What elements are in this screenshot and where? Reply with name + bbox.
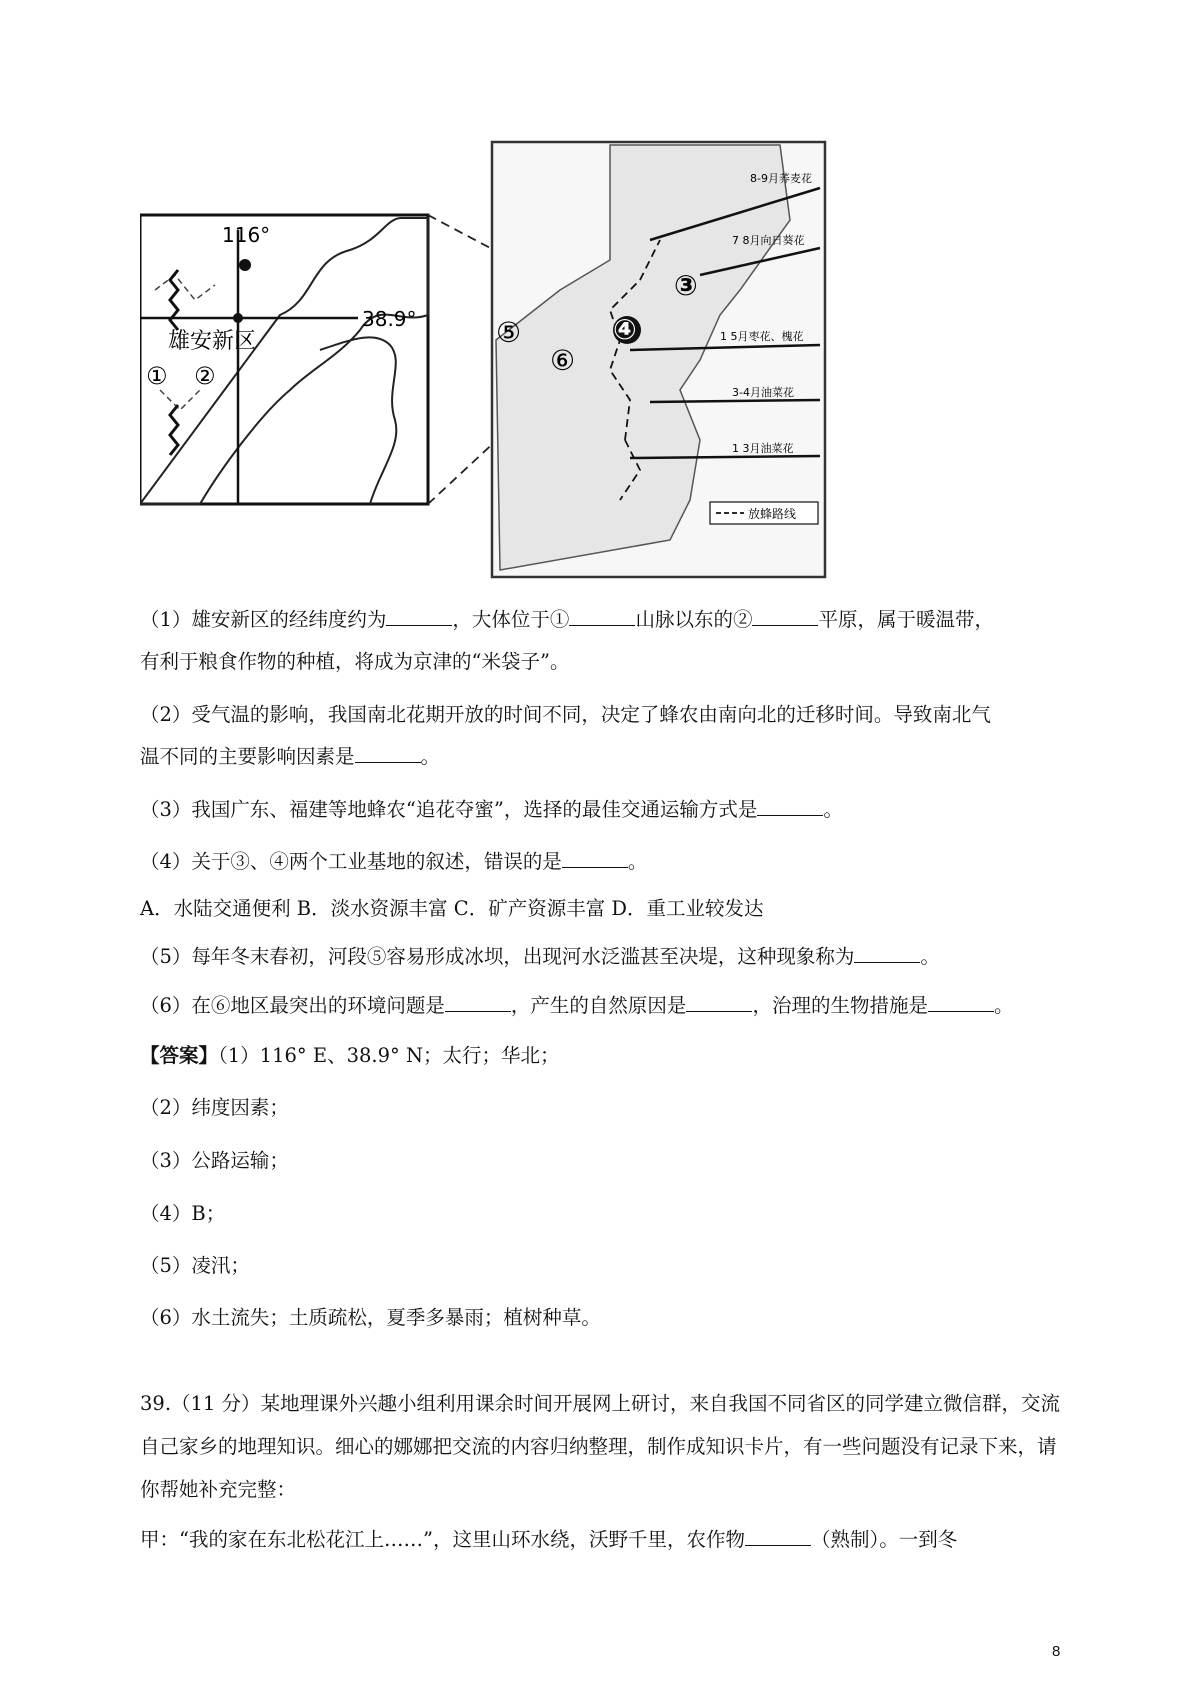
callout-3: 1 5月枣花、槐花 [720, 330, 804, 343]
answer-4-text: （4）B； [140, 1202, 226, 1225]
q39-jia-text-a: 甲：“我的家在东北松花江上……”，这里山环水绕，沃野千里，农作物 [140, 1528, 745, 1551]
question-6 [140, 990, 1013, 1018]
answer-2-text: （2）纬度因素； [140, 1096, 289, 1119]
q6-text-a: （6）在⑥地区最突出的环境问题是 [140, 994, 445, 1017]
answer-6-text: （6）水土流失；土质疏松，夏季多暴雨；植树种草。 [140, 1306, 601, 1329]
q1-text-b: ，大体位于① [452, 608, 570, 631]
answer-5 [140, 1250, 250, 1278]
callout-2: 7 8月向日葵花 [732, 234, 805, 247]
answer-1 [140, 1040, 560, 1068]
q4-text-a: （4）关于③、④两个工业基地的叙述，错误的是 [140, 850, 562, 873]
answer-3 [140, 1145, 289, 1173]
lon-label: 116° [222, 223, 271, 247]
blank-q4[interactable] [562, 849, 628, 868]
map-figure-svg [140, 140, 900, 580]
marker-1: ① [146, 362, 168, 390]
answer-label: 【答案】 [140, 1044, 219, 1067]
q1-text-e: 有利于粮食作物的种植，将成为京津的“米袋子”。 [140, 650, 570, 673]
marker-6: ⑥ [550, 344, 576, 377]
left-map-frame [140, 215, 428, 504]
q4-options-text: A．水陆交通便利 B．淡水资源丰富 C．矿产资源丰富 D．重工业较发达 [140, 897, 764, 920]
answer-5-text: （5）凌汛； [140, 1254, 250, 1277]
blank-q1-1[interactable] [386, 607, 452, 626]
q1-text-d: 平原，属于暖温带， [818, 608, 994, 631]
answer-6 [140, 1302, 601, 1330]
q3-text-a: （3）我国广东、福建等地蜂农“追花夺蜜”，选择的最佳交通运输方式是 [140, 798, 758, 821]
q39-jia-text-b: （熟制）。一到冬 [810, 1528, 958, 1551]
blank-q2[interactable] [355, 744, 421, 763]
answer-4 [140, 1198, 225, 1226]
marker-2: ② [194, 362, 216, 390]
question-39-intro: 39.（11 分）某地理课外兴趣小组利用课余时间开展网上研讨，来自我国不同省区的同学建立微信群，交流自己家乡的地理知识。细心的娜娜把交流的内容归纳整理，制作成知识卡片，有一些问题没有记录下来，请你帮她补充完整： [140, 1392, 1061, 1501]
question-1-line-1 [140, 604, 994, 632]
blank-q6-1[interactable] [445, 993, 511, 1012]
q6-text-b: ，产生的自然原因是 [510, 994, 687, 1017]
blank-q6-2[interactable] [686, 993, 752, 1012]
blank-q6-3[interactable] [928, 993, 994, 1012]
map-figure [140, 140, 900, 580]
marker-4: ④ [613, 313, 637, 346]
question-4 [140, 846, 647, 874]
answer-1-text: （1）116° E、38.9° N；太行；华北； [218, 1044, 560, 1067]
answer-2 [140, 1092, 289, 1120]
q2-text-b: 温不同的主要影响因素是 [140, 745, 355, 768]
question-2-line-1 [140, 699, 991, 727]
blank-q5[interactable] [854, 944, 920, 963]
q2-text-a: （2）受气温的影响，我国南北花期开放的时间不同，决定了蜂农由南向北的迁移时间。导致南北气 [140, 703, 991, 726]
q5-text-b: 。 [920, 945, 940, 968]
q6-text-c: ，治理的生物措施是 [752, 994, 928, 1017]
q4-text-b: 。 [627, 850, 648, 873]
question-3 [140, 794, 843, 822]
xiongan-label: 雄安新区 [168, 329, 257, 354]
question-4-options [140, 893, 764, 921]
question-39-jia [140, 1524, 957, 1552]
q3-text-b: 。 [823, 798, 843, 821]
q5-text-a: （5）每年冬末春初，河段⑤容易形成冰坝，出现河水泛滥甚至决堤，这种现象称为 [140, 945, 855, 968]
callout-5: 1 3月油菜花 [732, 442, 794, 455]
question-1-line-2 [140, 646, 569, 674]
q2-text-c: 。 [420, 745, 441, 768]
question-2-line-2 [140, 741, 440, 769]
page-number: 8 [1052, 1643, 1061, 1660]
q1-text-c: 山脉以东的② [635, 608, 753, 631]
beijing-point [239, 259, 251, 271]
q1-text-a: （1）雄安新区的经纬度约为 [140, 608, 387, 631]
marker-5: ⑤ [496, 316, 522, 349]
question-5 [140, 941, 940, 969]
q6-text-d: 。 [993, 994, 1014, 1017]
xiongan-point [233, 313, 243, 323]
callout-1: 8-9月荞麦花 [750, 172, 812, 185]
legend-label: 放蜂路线 [748, 507, 797, 521]
blank-q39-jia[interactable] [745, 1527, 811, 1546]
blank-q1-2[interactable] [569, 607, 635, 626]
lat-label: 38.9° [362, 307, 417, 331]
blank-q3[interactable] [757, 797, 823, 816]
blank-q1-3[interactable] [752, 607, 818, 626]
callout-4: 3-4月油菜花 [732, 386, 794, 399]
marker-3: ③ [674, 269, 698, 302]
answer-3-text: （3）公路运输； [140, 1149, 289, 1172]
